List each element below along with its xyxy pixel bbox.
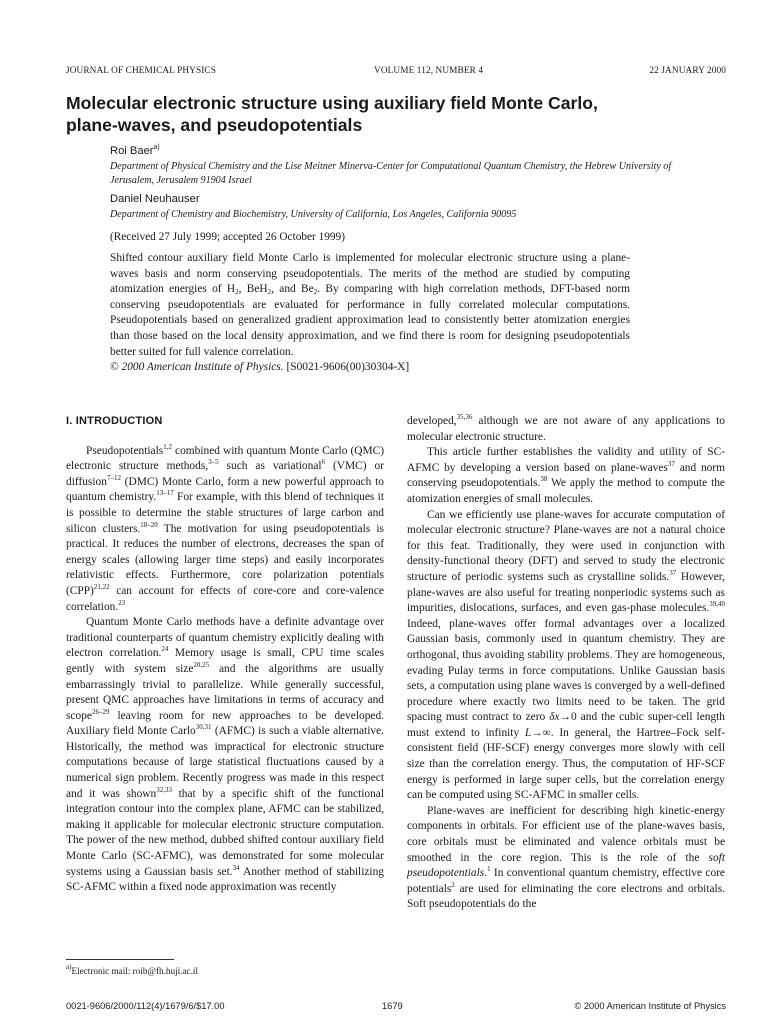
article-title: Molecular electronic structure using auxiliary field Monte Carlo, plane-waves, and pseudopotentials xyxy=(66,93,598,135)
abstract: Shifted contour auxiliary field Monte Carlo is implemented for molecular electronic structure using a plane-waves basis and norm conserving pseudopotentials. The merits of the method are studied by computing atomization energies of $H_2$, BeH$_2$, and $Be_2$. By comparing with high correlation methods, DFT-based norm conserving pseudopotentials are evaluated for performance in fully correlated molecular computations. Pseudopotentials based on generalized gradient approximation lead to consistently better atomization energies than those based on the local density approximation, and we find there is room for designing pseudopotentials better suited for full valence correlation. © 2000 American Institute of Physics. [S0021-9606(00)30304-X] xyxy=(110,252,630,374)
running-header xyxy=(66,66,726,80)
paragraph: Quantum Monte Carlo methods have a definite advantage over traditional counterparts of quantum chemistry explicitly dealing with electron correlation.$^{24}$ Memory usage is small, CPU time scales gently with system size$^{20,25}$ and the algorithms are usually embarrassingly trivial to parallelize. While generally successful, present QMC approaches have limitations in terms of accuracy and scope$^{26-29}$ leaving room for new approaches to be developed. Auxiliary field Monte Carlo$^{30,31}$ (AFMC) is such a viable alternative. Historically, the method was impractical for electronic structure computations because of large statistical fluctuations caused by a numerical sign problem. Recently progress was made in this respect and it was shown$^{32,33}$ that by a specific shift of the functional integration contour into the complex plane, AFMC can be stabilized, making it applicable for molecular electronic structure computation. The power of the new method, dubbed shifted contour auxiliary field Monte Carlo (SC-AFMC), was demonstrated for some molecular systems using a Gaussian basis set.$^{34}$ Another method of stabilizing SC-AFMC within a fixed node approximation was recently xyxy=(66,616,385,894)
author-1: Roi Baer$^{a)}$ xyxy=(110,144,160,157)
received-dates: (Received 27 July 1999; accepted 26 October 1999) xyxy=(110,231,345,243)
page-number: 1679 xyxy=(382,1001,403,1011)
paragraph: Plane-waves are inefficient for describing high kinetic-energy components in orbitals. For efficient use of the plane-waves basis, core orbitals must be eliminated and valence orbitals must be smoothed in the core region. This is the role of the soft pseudopotentials.$^1$ In conventional quantum chemistry, effective core potentials$^2$ are used for eliminating the core electrons and orbitals. Soft pseudopotentials do the xyxy=(407,804,725,911)
paragraph: Can we efficiently use plane-waves for accurate computation of molecular electronic structure? Plane-waves are not a natural choice for this feat. Traditionally, they were used in conjunction with density-functional theory (DFT) and served to study the electronic structure of periodic systems such as crystalline solids.$^{37}$ However, plane-waves are also useful for treating nonperiodic systems such as impurities, dislocations, surfaces, and even gas-phase molecules.$^{39,40}$ Indeed, plane-waves offer formal advantages over a localized Gaussian basis, commonly used in quantum chemistry. They are orthogonal, thus avoiding stability problems. They are homogeneous, evading Pulay terms in force computations. Unlike Gaussian basis sets, a computation using plane waves is converged by a well-defined procedure where exactly two limits need to be taken. The grid spacing must contract to zero δx→0 and the cubic super-cell length must extend to infinity L→∞. In general, the Hartree–Fock self-consistent field (HF-SCF) energy converges more slowly with cell size than the correlation energy. Thus, the computation of HF-SCF energy is performed in large super cells, but the correlation energy can be computed using SC-AFMC in smaller cells. xyxy=(407,508,725,802)
author-2: Daniel Neuhauser xyxy=(110,193,200,205)
author-footnote-mark: a) xyxy=(153,144,160,151)
journal-name: JOURNAL OF CHEMICAL PHYSICS xyxy=(66,66,217,76)
footnote-divider xyxy=(66,959,174,960)
abstract-copyright: © 2000 American Institute of Physics. xyxy=(110,361,284,374)
paragraph: Pseudopotentials$^{1,2}$ combined with quantum Monte Carlo (QMC) electronic structure methods,$^{3-5}$ such as variational$^6$ (VMC) or diffusion$^{7-12}$ (DMC) Monte Carlo, form a new powerful approach to quantum chemistry.$^{13-17}$ For example, with this blend of techniques it is possible to determine the stable structures of large carbon and silicon clusters.$^{18-20}$ The motivation for using pseudopotentials is practical. It reduces the number of electrons, decreases the span of energy scales (allowing larger time steps) and easily incorporates relativistic effects. Furthermore, core polarization potentials (CPP)$^{21,22}$ can account for effects of core-core and core-valence correlation.$^{23}$ xyxy=(66,442,385,613)
footnote-email: Electronic mail: roib@fh.huji.ac.il xyxy=(71,966,199,976)
paragraph: This article further establishes the validity and utility of SC-AFMC by developing a version based on plane-waves$^{37}$ and norm conserving pseudopotentials.$^{38}$ We apply the method to compute the atomization energies of small molecules. xyxy=(407,446,726,505)
footnote: $^{a)}$Electronic mail: roib@fh.huji.ac.il xyxy=(66,963,199,976)
running-footer xyxy=(66,1001,726,1015)
volume-number: VOLUME 112, NUMBER 4 xyxy=(374,66,484,76)
paragraph: developed,$^{35,36}$ although we are not aware of any applications to molecular electronic structure. xyxy=(407,413,725,443)
article-code: [S0021-9606(00)30304-X] xyxy=(286,361,410,374)
affiliation-2: Department of Chemistry and Biochemistry, University of California, Los Angeles, California 90095 xyxy=(110,209,517,220)
right-column xyxy=(407,414,725,913)
article-code-footer: 0021-9606/2000/112(4)/1679/6/$17.00 xyxy=(66,1001,225,1011)
copyright-footer: © 2000 American Institute of Physics xyxy=(574,1001,726,1011)
left-column xyxy=(66,414,384,896)
issue-date: 22 JANUARY 2000 xyxy=(649,66,726,76)
section-heading: I. INTRODUCTION xyxy=(66,415,163,427)
affiliation-1: Department of Physical Chemistry and the Lise Meitner Minerva-Center for Computational Quantum Chemistry, the Hebrew University of Jerusalem, Jerusalem 91904 Israel xyxy=(110,161,672,186)
